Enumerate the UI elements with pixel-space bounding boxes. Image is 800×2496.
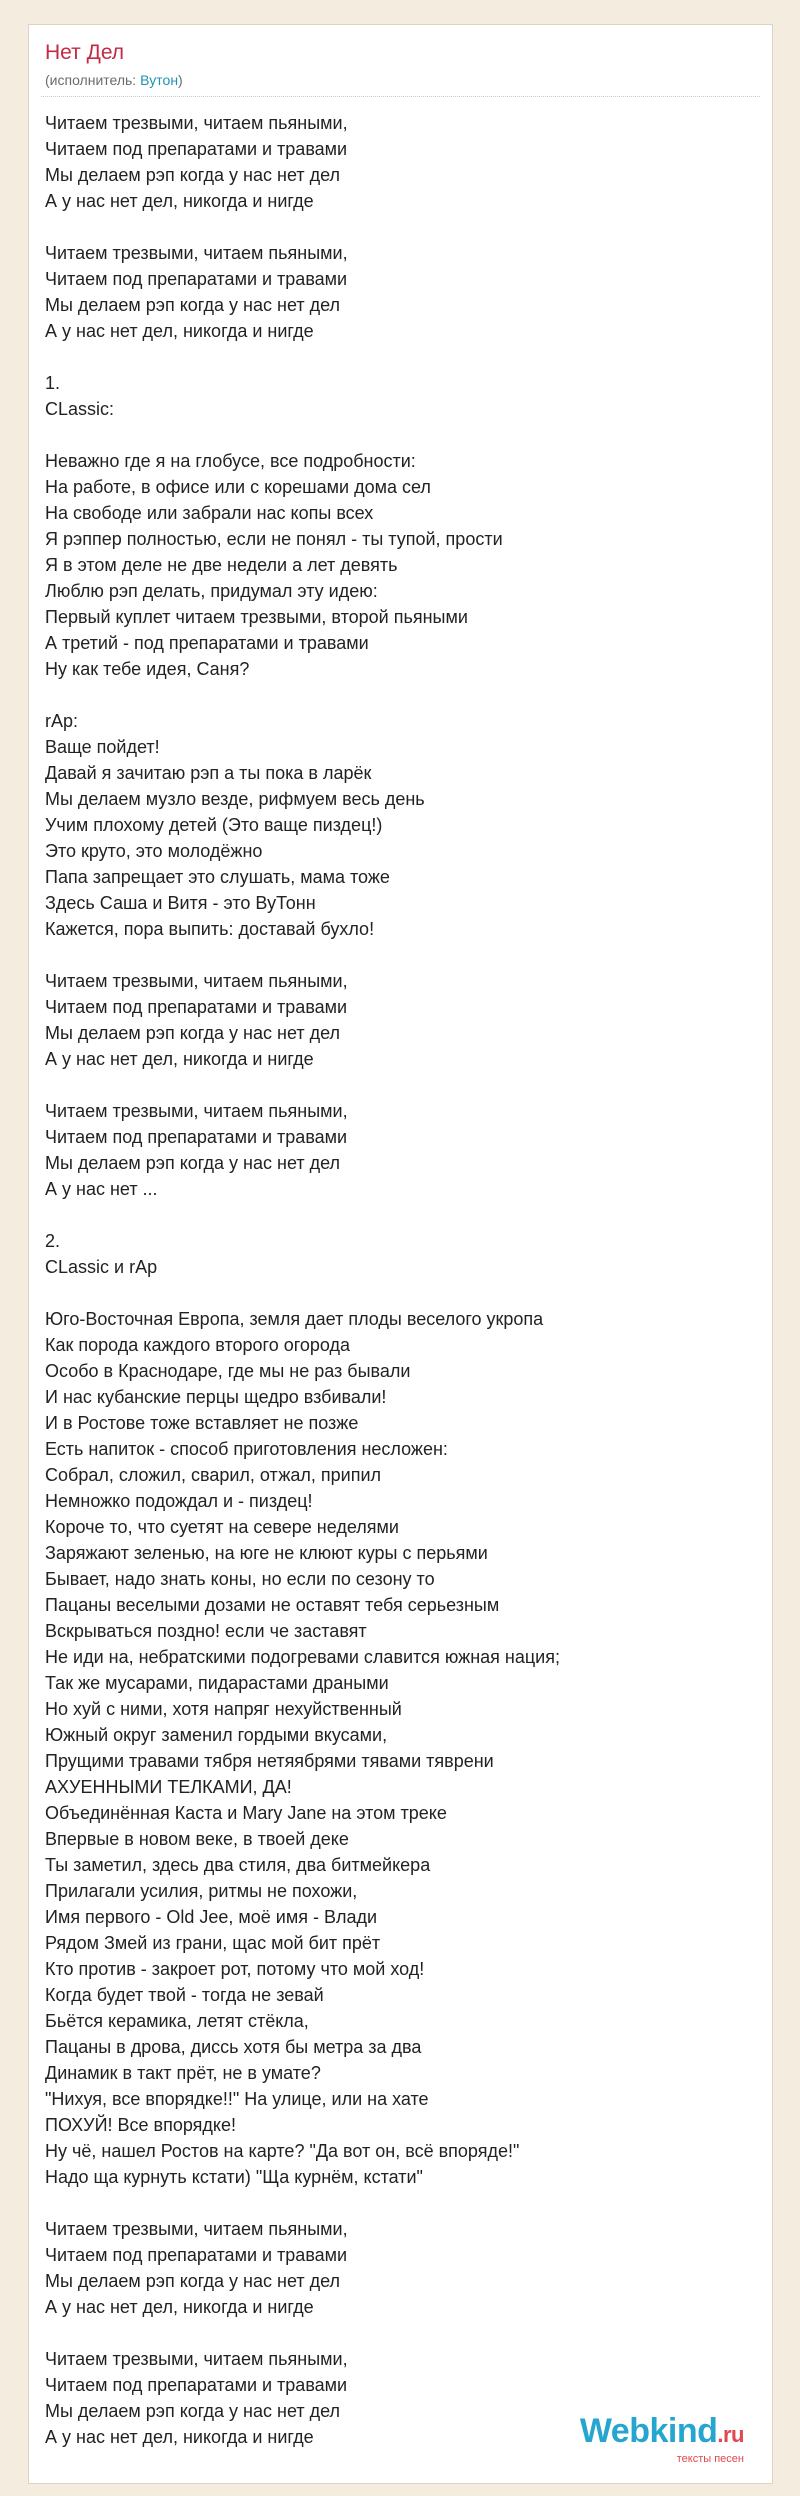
lyric-line: АХУЕННЫМИ ТЕЛКАМИ, ДА! (45, 1777, 292, 1797)
artist-suffix: ) (178, 72, 183, 88)
lyric-line: И в Ростове тоже вставляет не позже (45, 1413, 359, 1433)
lyric-line: Неважно где я на глобусе, все подробности: (45, 451, 416, 471)
stanza-gap (45, 682, 745, 708)
lyric-line: А у нас нет дел, никогда и нигде (45, 1049, 314, 1069)
logo-tagline: тексты песен (676, 2453, 744, 2465)
lyric-line: Читаем трезвыми, читаем пьяными, (45, 113, 348, 133)
lyric-line: Пацаны веселыми дозами не оставят тебя серьезным (45, 1595, 500, 1615)
lyrics-text (45, 110, 745, 2450)
lyric-line: Читаем трезвыми, читаем пьяными, (45, 2219, 348, 2239)
lyric-line: Читаем трезвыми, читаем пьяными, (45, 1101, 348, 1121)
stanza-gap (45, 1280, 745, 1306)
logo-name: Webkind (579, 2412, 718, 2450)
lyric-line: Читаем трезвыми, читаем пьяными, (45, 243, 348, 263)
site-logo[interactable] (580, 2414, 744, 2465)
lyric-line: Есть напиток - способ приготовления несложен: (45, 1439, 448, 1459)
lyric-line: Так же мусарами, пидарастами драными (45, 1673, 389, 1693)
stanza-gap (45, 2320, 745, 2346)
lyric-line: CLassic: (45, 399, 115, 419)
lyric-line: Ну чё, нашел Ростов на карте? "Да вот он, всё впоряде!" (45, 2141, 520, 2161)
lyric-line: Первый куплет читаем трезвыми, второй пьяными (45, 607, 468, 627)
lyric-line: Читаем под препаратами и травами (45, 269, 348, 289)
lyric-line: Читаем трезвыми, читаем пьяными, (45, 2349, 348, 2369)
stanza-gap (45, 1202, 745, 1228)
artist-line (45, 72, 183, 88)
stanza-gap (45, 422, 745, 448)
lyric-line: А третий - под препаратами и травами (45, 633, 369, 653)
lyric-line: Объединённая Каста и Mary Jane на этом треке (45, 1803, 447, 1823)
lyric-line: "Нихуя, все впорядке!!" На улице, или на хате (45, 2089, 429, 2109)
lyric-line: Рядом Змей из грани, щас мой бит прёт (45, 1933, 381, 1953)
lyric-line: Я рэппер полностью, если не понял - ты тупой, прости (45, 529, 503, 549)
lyric-line: Надо ща курнуть кстати) "Ща курнём, кстати" (45, 2167, 423, 2187)
logo-tld: .ru (717, 2422, 744, 2447)
lyric-line: Здесь Саша и Витя - это ВуТонн (45, 893, 316, 913)
lyric-line: Пацаны в дрова, дисcь хотя бы метра за два (45, 2037, 422, 2057)
lyric-line: Мы делаем музло везде, рифмуем весь день (45, 789, 425, 809)
lyric-line: Не иди на, небратскими подогревами славится южная нация; (45, 1647, 560, 1667)
lyric-line: Когда будет твой - тогда не зевай (45, 1985, 324, 2005)
lyric-line: А у нас нет дел, никогда и нигде (45, 321, 314, 341)
logo-wordmark (580, 2414, 744, 2452)
lyric-line: Читаем под препаратами и травами (45, 139, 348, 159)
lyric-line: Кто против - закроет рот, потому что мой ход! (45, 1959, 425, 1979)
lyric-line: Читаем под препаратами и травами (45, 1127, 348, 1147)
lyric-line: Мы делаем рэп когда у нас нет дел (45, 295, 341, 315)
lyric-line: Как порода каждого второго огорода (45, 1335, 351, 1355)
lyric-line: 1. (45, 373, 61, 393)
lyric-line: Папа запрещает это слушать, мама тоже (45, 867, 390, 887)
lyric-line: rAp: (45, 711, 79, 731)
lyric-line: Прилагали усилия, ритмы не похожи, (45, 1881, 358, 1901)
lyric-line: Ваще пойдет! (45, 737, 160, 757)
lyric-line: А у нас нет ... (45, 1179, 158, 1199)
lyric-line: На свободе или забрали нас копы всех (45, 503, 374, 523)
lyric-line: Читаем под препаратами и травами (45, 997, 348, 1017)
lyric-line: На работе, в офисе или с корешами дома сел (45, 477, 431, 497)
lyric-line: Читаем трезвыми, читаем пьяными, (45, 971, 348, 991)
stanza-gap (45, 1072, 745, 1098)
lyric-line: Я в этом деле не две недели а лет девять (45, 555, 398, 575)
lyric-line: Заряжают зеленью, на юге не клюют куры с перьями (45, 1543, 488, 1563)
lyric-line: Впервые в новом веке, в твоей деке (45, 1829, 349, 1849)
lyric-line: Читаем под препаратами и травами (45, 2375, 348, 2395)
lyric-line: Читаем под препаратами и травами (45, 2245, 348, 2265)
song-title: Нет Дел (45, 41, 125, 64)
lyric-line: Мы делаем рэп когда у нас нет дел (45, 2271, 341, 2291)
lyric-line: Мы делаем рэп когда у нас нет дел (45, 1153, 341, 1173)
lyric-line: Бывает, надо знать коны, но если по сезону то (45, 1569, 435, 1589)
lyric-line: Бьётся керамика, летят стёкла, (45, 2011, 309, 2031)
lyric-line: Учим плохому детей (Это ваще пиздец!) (45, 815, 383, 835)
lyric-line: Короче то, что суетят на севере неделями (45, 1517, 399, 1537)
lyric-line: Но хуй с ними, хотя напряг нехуйственный (45, 1699, 402, 1719)
lyric-line: А у нас нет дел, никогда и нигде (45, 2297, 314, 2317)
lyric-line: Ты заметил, здесь два стиля, два битмейкера (45, 1855, 431, 1875)
lyric-line: Прущими травами тября нетяябрями тявами тяврени (45, 1751, 494, 1771)
lyric-line: 2. (45, 1231, 61, 1251)
lyric-line: А у нас нет дел, никогда и нигде (45, 191, 314, 211)
lyric-line: Динамик в такт прёт, не в умате? (45, 2063, 321, 2083)
lyric-line: Имя первого - Old Jee, моё имя - Влади (45, 1907, 378, 1927)
lyric-line: Особо в Краснодаре, где мы не раз бывали (45, 1361, 411, 1381)
artist-link[interactable]: Вутон (140, 72, 179, 88)
lyric-line: Ну как тебе идея, Саня? (45, 659, 250, 679)
stanza-gap (45, 344, 745, 370)
lyric-line: ПОХУЙ! Все впорядке! (45, 2115, 236, 2135)
lyric-line: Давай я зачитаю рэп а ты пока в ларёк (45, 763, 372, 783)
stanza-gap (45, 942, 745, 968)
lyric-line: CLassic и rAp (45, 1257, 158, 1277)
lyric-line: Это круто, это молодёжно (45, 841, 263, 861)
lyric-line: Мы делаем рэп когда у нас нет дел (45, 165, 341, 185)
stanza-gap (45, 214, 745, 240)
lyric-line: Мы делаем рэп когда у нас нет дел (45, 2401, 341, 2421)
artist-prefix: (исполнитель: (45, 72, 141, 88)
lyric-line: А у нас нет дел, никогда и нигде (45, 2427, 314, 2447)
stanza-gap (45, 2190, 745, 2216)
lyric-line: Вскрываться поздно! если че заставят (45, 1621, 367, 1641)
lyric-line: Собрал, сложил, сварил, отжал, припил (45, 1465, 382, 1485)
lyric-line: Мы делаем рэп когда у нас нет дел (45, 1023, 341, 1043)
divider (41, 96, 760, 97)
lyric-line: Юго-Восточная Европа, земля дает плоды веселого укропа (45, 1309, 544, 1329)
lyric-line: И нас кубанские перцы щедро взбивали! (45, 1387, 387, 1407)
lyric-line: Кажется, пора выпить: доставай бухло! (45, 919, 375, 939)
lyric-line: Немножко подождал и - пиздец! (45, 1491, 313, 1511)
lyric-line: Южный округ заменил гордыми вкусами, (45, 1725, 388, 1745)
lyrics-page (28, 24, 773, 2484)
lyric-line: Люблю рэп делать, придумал эту идею: (45, 581, 378, 601)
